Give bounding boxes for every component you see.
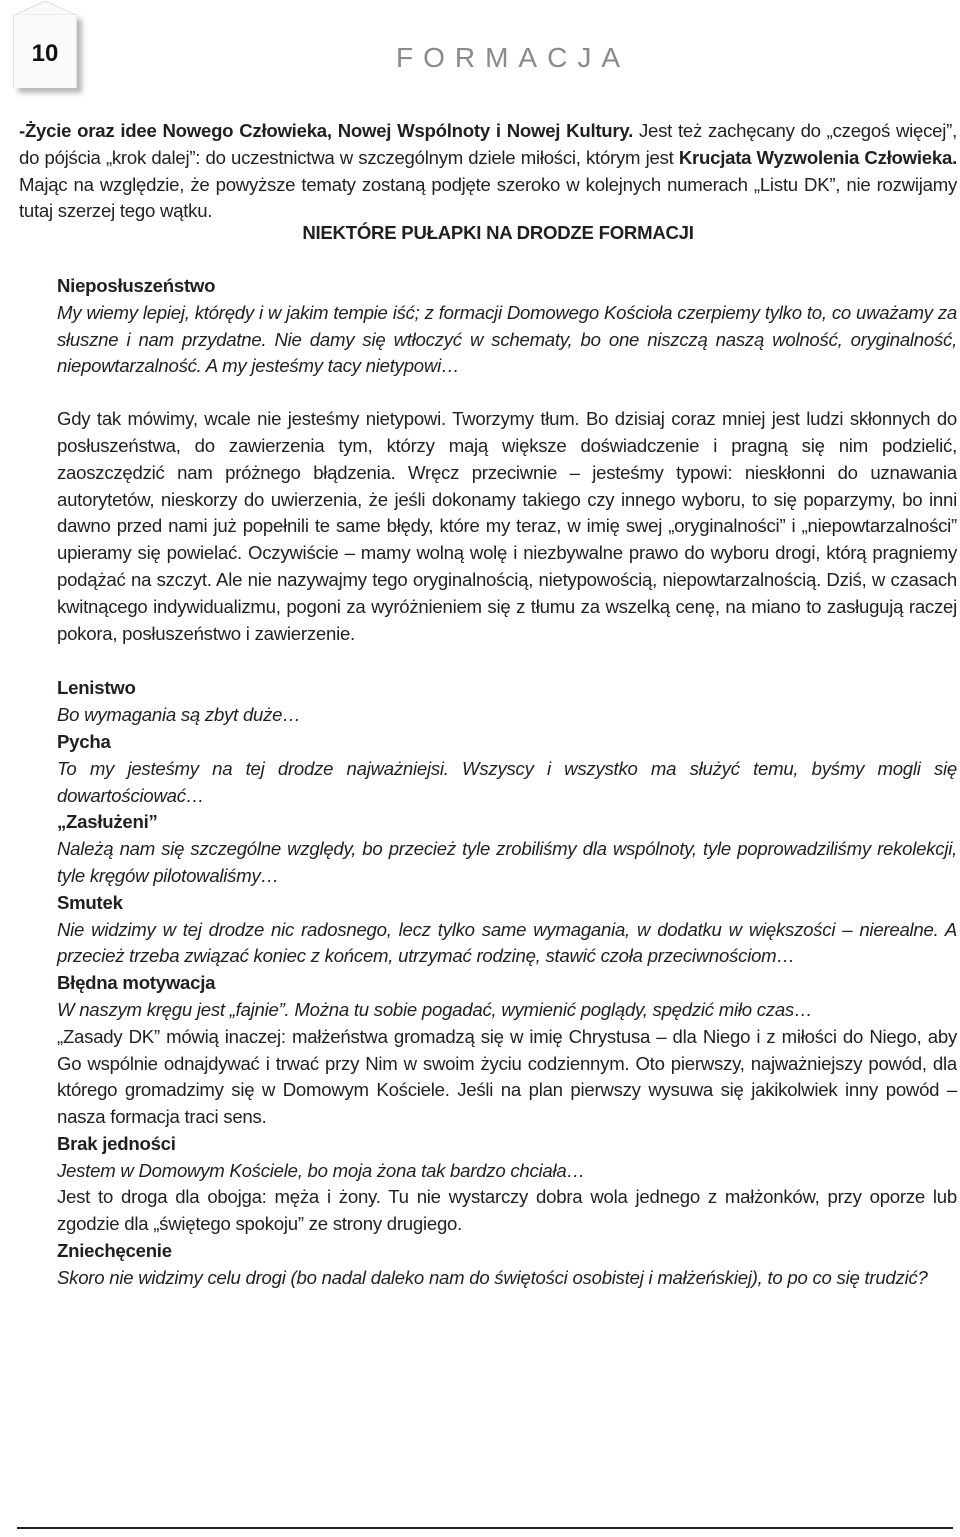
heading-motywacja: Błędna motywacja xyxy=(57,972,216,994)
heading-zasluzeni: „Zasłużeni” xyxy=(57,811,158,833)
heading-zniechecenie: Zniechęcenie xyxy=(57,1240,172,1262)
article-heading: NIEKTÓRE PUŁAPKI NA DRODZE FORMACJI xyxy=(302,222,694,244)
quote-motywacja: W naszym kręgu jest „fajnie”. Można tu sobie pogadać, wymienić poglądy, spędzić miło czas… xyxy=(57,998,813,1020)
body-motywacja: „Zasady DK” mówią inaczej: małżeństwa gromadzą się w imię Chrystusa – dla Niego i z miłości do Niego, aby Go wspólnie odnajdywać i trwać przy Nim w swoim życiu codziennym. Oto pierwszy, najważniejszy powód, dla którego gromadzimy się w Domowym Kościele. Jeśli na plan pierwszy wysuwa się jakikolwiek inny powód – nasza formacja traci sens. xyxy=(57,1025,957,1128)
heading-lenistwo: Lenistwo xyxy=(57,677,136,699)
bottom-rule xyxy=(17,1527,953,1529)
quote-lenistwo: Bo wymagania są zbyt duże… xyxy=(57,704,301,726)
intro-text-1: Jest też zachęcany do „czegoś więcej”, do pójścia „krok dalej”: do uczestnictwa w szczególnym dziele miłości, którym jest xyxy=(19,120,957,168)
intro-text-2: Mając na względzie, że powyższe tematy zostaną podjęte szeroko w kolejnych numerach „Listu DK”, nie rozwijamy tutaj szerzej tego wątku. xyxy=(19,173,957,222)
quote-zniechecenie: Skoro nie widzimy celu drogi (bo nadal daleko nam do świętości osobistej i małżeńskiej), to po co się trudzić? xyxy=(57,1266,928,1288)
article-body xyxy=(19,118,957,1292)
page-number-tab xyxy=(13,14,77,88)
quote-smutek: Nie widzimy w tej drodze nic radosnego, lecz tylko same wymagania, w dodatku w większości – nierealne. A przecież trzeba związać koniec z końcem, utrzymać rodzinę, stawić czoła przeciwnościom… xyxy=(57,918,957,967)
section-title: FORMACJA xyxy=(396,42,630,73)
quote-jednosc: Jestem w Domowym Kościele, bo moja żona tak bardzo chciała… xyxy=(57,1159,585,1181)
body-nieposluszenstwo: Gdy tak mówimy, wcale nie jesteśmy nietypowi. Tworzymy tłum. Bo dzisiaj coraz mniej jest ludzi skłonnych do posłuszeństwa, do zawierzenia tym, którzy mają większe doświadczenie i pragną się nim podzielić, zaoszczędzić nam próżnego błądzenia. Wręcz przeciwnie – jesteśmy typowi: nieskłonni do uznawania autorytetów, nieskorzy do uwierzenia, że jeśli dokonamy takiego czy innego wyboru, to się poparzymy, bo inni dawno przed nami już popełnili te same błędy, które my teraz, w imię swej „oryginalności” i „niepowtarzalności” upieramy się powielać. Oczywiście – mamy wolną wolę i niezbywalne prawo do wyboru drogi, którą pragniemy podążać na szczyt. Ale nie nazywajmy tego oryginalnością, nietypowością, niepowtarzalnością. Dziś, w czasach kwitnącego indywidualizmu, pogoni za wyróżnieniem się z tłumu za wszelką cenę, na miano to zasługują raczej pokora, posłuszeństwo i zawierzenie. xyxy=(57,408,957,644)
body-jednosc: Jest to droga dla obojga: męża i żony. Tu nie wystarczy dobra wola jednego z małżonków, przy oporze lub zgodzie dla „świętego spokoju” ze strony drugiego. xyxy=(57,1186,957,1235)
page-number: 10 xyxy=(31,40,59,67)
heading-nieposluszenstwo: Nieposłuszeństwo xyxy=(57,274,216,296)
intro-bold-2: Krucjata Wyzwolenia Człowieka. xyxy=(678,146,957,168)
heading-jednosc: Brak jedności xyxy=(57,1132,176,1154)
heading-pycha: Pycha xyxy=(57,730,111,752)
tab-peak-shape xyxy=(14,1,76,15)
quote-nieposluszenstwo: My wiemy lepiej, którędy i w jakim tempie iść; z formacji Domowego Kościoła czerpiemy tylko to, co uważamy za słuszne i nam przydatne. Nie damy się wtłoczyć w schematy, bo one niszczą naszą wolność, oryginalność, niepowtarzalność. A my jesteśmy tacy nietypowi… xyxy=(57,301,957,377)
quote-zasluzeni: Należą nam się szczególne względy, bo przecież tyle zrobiliśmy dla wspólnoty, tyle poprowadziliśmy rekolekcji, tyle kręgów pilotowaliśmy… xyxy=(57,838,957,886)
heading-smutek: Smutek xyxy=(57,891,123,913)
intro-paragraph xyxy=(19,118,957,225)
quote-pycha: To my jesteśmy na tej drodze najważniejsi. Wszyscy i wszystko ma służyć temu, byśmy mogli się dowartościować… xyxy=(57,757,957,806)
intro-bold-1: -Życie oraz idee Nowego Człowieka, Nowej Wspólnoty i Nowej Kultury. xyxy=(19,120,634,141)
